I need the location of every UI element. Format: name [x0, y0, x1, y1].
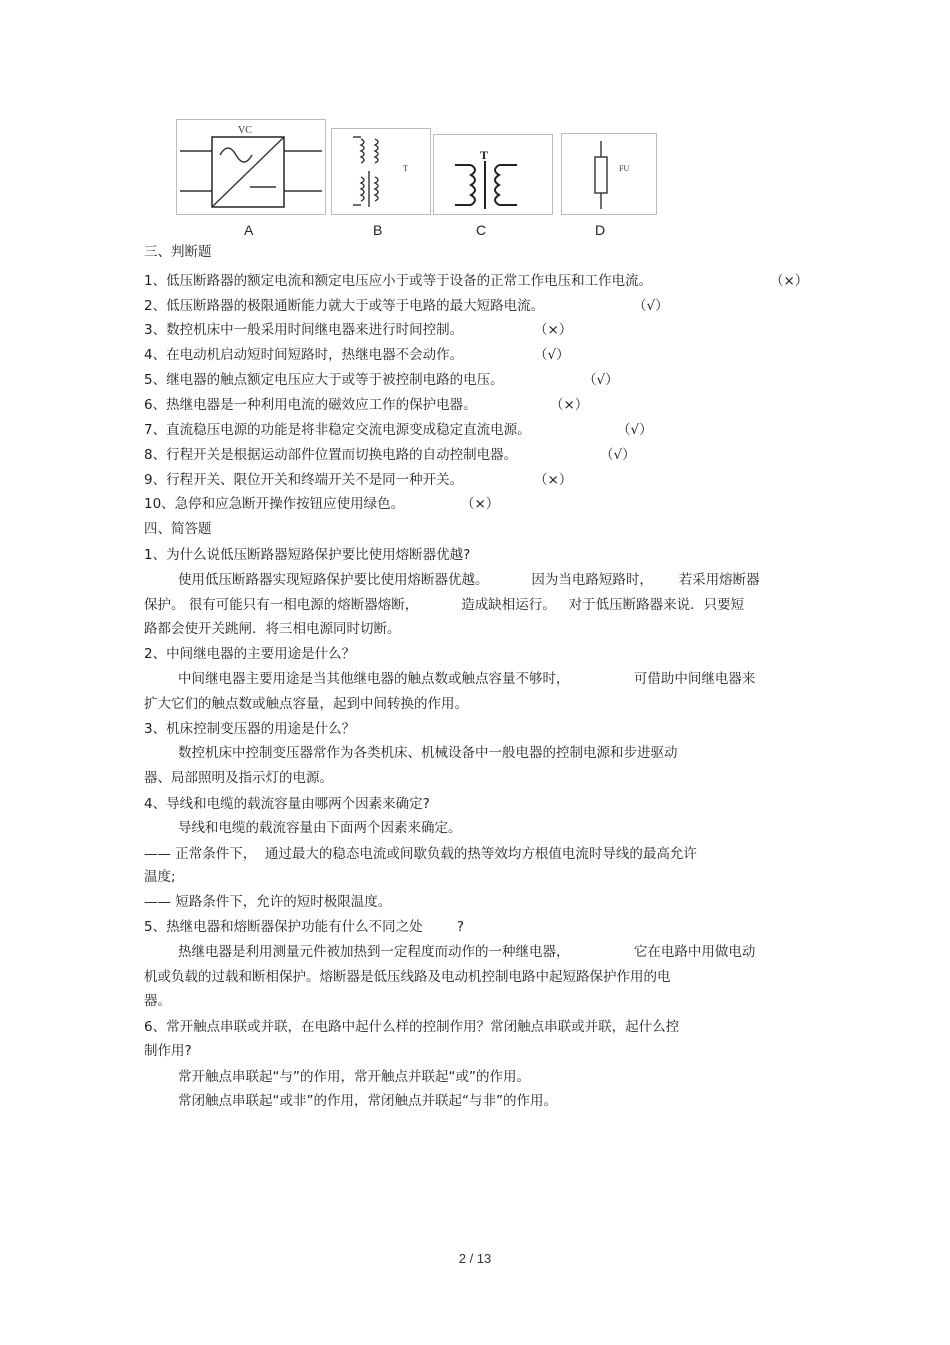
answer-line: 器。: [144, 993, 171, 1009]
svg-text:T: T: [480, 148, 489, 162]
judgment-answer: （√）: [633, 298, 669, 314]
figure-c-transformer-symbol: [433, 119, 553, 215]
svg-text:T: T: [403, 164, 408, 173]
figure-d-fuse-symbol: [561, 119, 657, 215]
judgment-answer: （×）: [461, 496, 500, 512]
answer-line: 器、局部照明及指示灯的电源。: [144, 770, 333, 786]
figure-b-transformer-symbol: [331, 119, 431, 215]
question-line: 5、热继电器和熔断器保护功能有什么不同之处 ?: [144, 919, 465, 935]
page-number: 2 / 13: [458, 1251, 492, 1266]
figure-label-a: A: [244, 222, 254, 238]
figure-a-inverter-symbol: [176, 119, 326, 215]
answer-line: 数控机床中控制变压器常作为各类机床、机械设备中一般电器的控制电源和步进驱动: [178, 745, 678, 761]
figure-label-c: C: [476, 222, 487, 238]
question-line: 3、机床控制变压器的用途是什么？: [144, 721, 356, 737]
judgment-item: 9、行程开关、限位开关和终端开关不是同一种开关。: [144, 472, 464, 488]
question-line: 6、常开触点串联或并联，在电路中起什么样的控制作用？常闭触点串联或并联，起什么控: [144, 1019, 680, 1035]
answer-line: 导线和电缆的载流容量由下面两个因素来确定。: [178, 820, 462, 836]
section-heading-judgment: 三、判断题: [144, 244, 212, 260]
question-line: 2、中间继电器的主要用途是什么？: [144, 646, 356, 662]
judgment-answer: （√）: [617, 422, 653, 438]
judgment-item: 3、数控机床中一般采用时间继电器来进行时间控制。: [144, 322, 464, 338]
judgment-item: 5、继电器的触点额定电压应大于或等于被控制电路的电压。: [144, 372, 504, 388]
answer-line: 常开触点串联起“与”的作用，常开触点并联起“或”的作用。: [178, 1069, 530, 1085]
judgment-item: 6、热继电器是一种利用电流的磁效应工作的保护电器。: [144, 397, 477, 413]
answer-line: 温度;: [144, 869, 176, 885]
answer-line: —— 短路条件下，允许的短时极限温度。: [144, 894, 392, 910]
judgment-answer: （√）: [534, 347, 570, 363]
judgment-item: 7、直流稳压电源的功能是将非稳定交流电源变成稳定直流电源。: [144, 422, 531, 438]
answer-line: 机或负载的过载和断相保护。熔断器是低压线路及电动机控制电路中起短路保护作用的电: [144, 969, 671, 985]
answer-line: —— 正常条件下， 通过最大的稳态电流或间歇负载的热等效均方根值电流时导线的最高允许: [144, 846, 697, 862]
question-line: 1、为什么说低压断路器短路保护要比使用熔断器优越?: [144, 547, 471, 563]
question-line: 制作用?: [144, 1043, 192, 1059]
answer-line: 中间继电器主要用途是当其他继电器的触点数或触点容量不够时， 可借助中间继电器来: [178, 671, 756, 687]
judgment-answer: （√）: [583, 372, 619, 388]
answer-line: 使用低压断路器实现短路保护要比使用熔断器优越。 因为当电路短路时， 若采用熔断器: [178, 572, 760, 588]
judgment-answer: （×）: [550, 397, 589, 413]
svg-text:VC: VC: [238, 125, 252, 136]
svg-text:FU: FU: [619, 164, 630, 173]
judgment-answer: （√）: [600, 447, 636, 463]
answer-line: 路都会使开关跳闸．将三相电源同时切断。: [144, 621, 401, 637]
figure-label-d: D: [595, 222, 606, 238]
answer-line: 常闭触点串联起“或非”的作用，常闭触点并联起“与非”的作用。: [178, 1093, 557, 1109]
judgment-item: 4、在电动机启动短时间短路时，热继电器不会动作。: [144, 347, 464, 363]
judgment-item: 2、低压断路器的极限通断能力就大于或等于电路的最大短路电流。: [144, 298, 545, 314]
answer-line: 热继电器是利用测量元件被加热到一定程度而动作的一种继电器， 它在电路中用做电动: [178, 944, 756, 960]
judgment-answer: （×）: [534, 472, 573, 488]
judgment-answer: （×）: [770, 273, 809, 289]
judgment-item: 1、低压断路器的额定电流和额定电压应小于或等于设备的正常工作电压和工作电流。: [144, 273, 653, 289]
judgment-item: 10、急停和应急断开操作按钮应使用绿色。: [144, 496, 405, 512]
figure-label-b: B: [373, 222, 383, 238]
answer-line: 保护。 很有可能只有一相电源的熔断器熔断， 造成缺相运行。 对于低压断路器来说．只要短: [144, 597, 745, 613]
judgment-answer: （×）: [534, 322, 573, 338]
answer-line: 扩大它们的触点数或触点容量，起到中间转换的作用。: [144, 696, 468, 712]
judgment-item: 8、行程开关是根据运动部件位置而切换电路的自动控制电器。: [144, 447, 518, 463]
question-line: 4、导线和电缆的载流容量由哪两个因素来确定?: [144, 796, 430, 812]
section-heading-short-answer: 四、简答题: [144, 521, 212, 537]
